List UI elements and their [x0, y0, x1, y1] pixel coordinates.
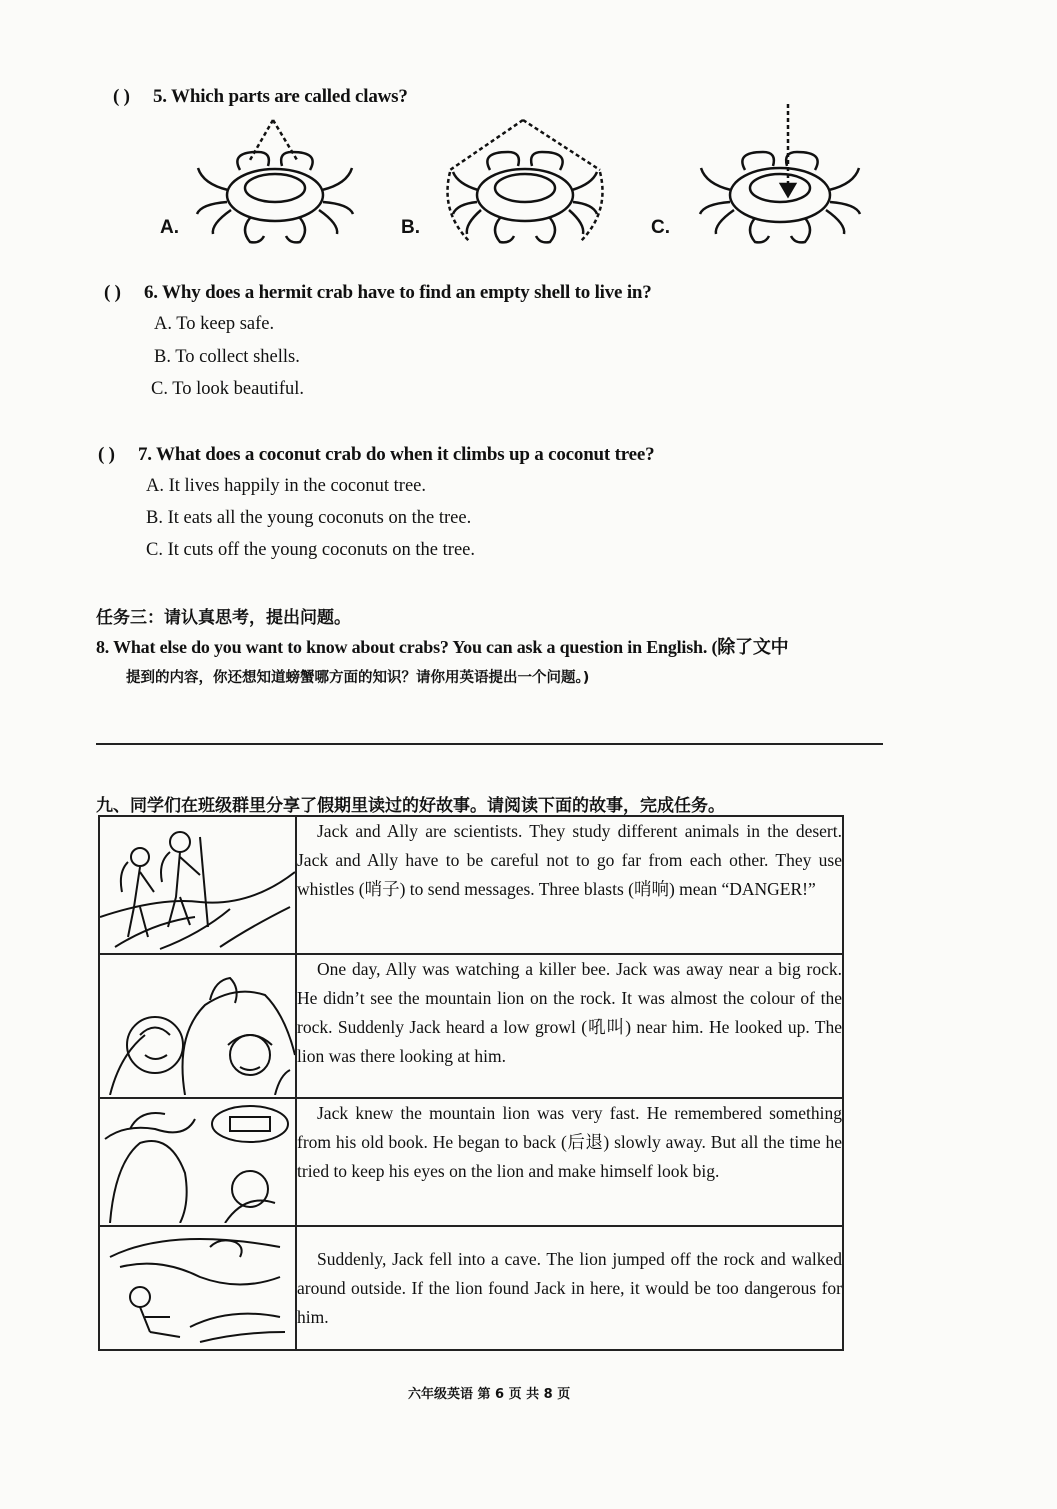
crab-illustration-c — [690, 100, 870, 250]
q7-option-c: C. It cuts off the young coconuts on the tree. — [146, 540, 475, 560]
story-text-4 — [296, 1226, 843, 1350]
q6-option-b: B. To collect shells. — [154, 347, 300, 367]
answer-paren: ( ) — [104, 282, 121, 303]
answer-paren: ( ) — [98, 444, 115, 465]
story-paragraph-4: Suddenly, Jack fell into a cave. The lion jumped off the rock and walked around outside. If the lion found Jack in here, it would be too dangerous for him. — [297, 1249, 842, 1327]
story-text-1 — [296, 816, 843, 954]
option-a-label: A. — [160, 217, 179, 238]
story-picture-1 — [99, 816, 296, 954]
story-table — [98, 815, 844, 1351]
question-6 — [104, 282, 652, 304]
q6-option-a: A. To keep safe. — [154, 314, 275, 334]
question-7 — [98, 444, 654, 466]
question-text: 5. Which parts are called claws? — [153, 86, 408, 107]
story-text-2 — [296, 954, 843, 1098]
story-picture-3 — [99, 1098, 296, 1226]
page-footer: 六年级英语 第 6 页 共 8 页 — [408, 1387, 571, 1402]
option-b-label: B. — [401, 217, 420, 238]
question-text: 6. Why does a hermit crab have to find an empty shell to live in? — [144, 282, 652, 303]
crab-illustration-b — [435, 110, 615, 250]
task-3-title: 任务三：请认真思考，提出问题。 — [96, 608, 351, 628]
story-row — [99, 816, 843, 954]
question-5 — [113, 86, 408, 108]
answer-line — [96, 743, 883, 745]
section-9-heading: 九、同学们在班级群里分享了假期里读过的好故事。请阅读下面的故事，完成任务。 — [96, 796, 725, 816]
option-c-label: C. — [651, 217, 670, 238]
story-picture-2 — [99, 954, 296, 1098]
crab-illustration-a — [195, 110, 355, 250]
q7-option-b: B. It eats all the young coconuts on the tree. — [146, 508, 472, 528]
q7-option-a: A. It lives happily in the coconut tree. — [146, 476, 426, 496]
question-8: 8. What else do you want to know about crabs? You can ask a question in English. (除了文中 — [96, 637, 789, 657]
story-row — [99, 1098, 843, 1226]
story-row — [99, 954, 843, 1098]
answer-paren: ( ) — [113, 86, 130, 107]
q6-option-c: C. To look beautiful. — [151, 379, 305, 399]
story-paragraph-1: Jack and Ally are scientists. They study different animals in the desert. Jack and Ally have to be careful not to go far from each other. They use whistles (哨子) to send messages. Three blasts (哨响) mean “DANGER!” — [297, 821, 842, 899]
story-paragraph-3: Jack knew the mountain lion was very fast. He remembered something from his old book. He began to back (后退) slowly away. But all the time he tried to keep his eyes on the lion and make himself look big. — [297, 1103, 842, 1181]
question-8-translation: 提到的内容，你还想知道螃蟹哪方面的知识？请你用英语提出一个问题。) — [126, 670, 590, 686]
story-text-3 — [296, 1098, 843, 1226]
story-picture-4 — [99, 1226, 296, 1350]
story-row — [99, 1226, 843, 1350]
question-text: 7. What does a coconut crab do when it climbs up a coconut tree? — [138, 444, 655, 465]
story-paragraph-2: One day, Ally was watching a killer bee. Jack was away near a big rock. He didn’t see the mountain lion on the rock. It was almost the colour of the rock. Suddenly Jack heard a low growl (吼叫) near him. He looked up. The lion was there looking at him. — [297, 959, 842, 1066]
